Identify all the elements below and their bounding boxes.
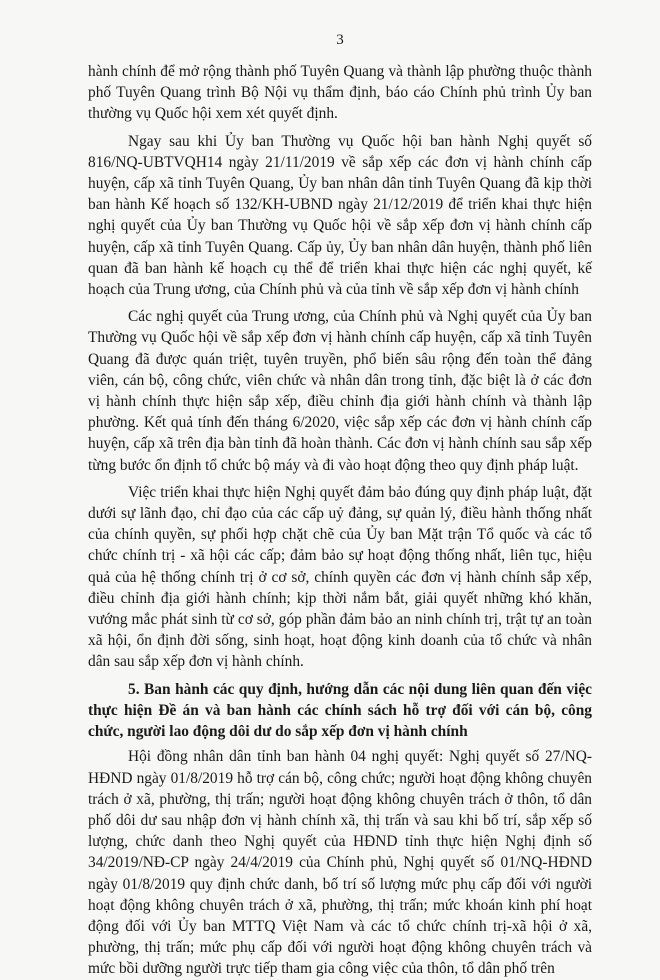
paragraph-dissemination: Các nghị quyết của Trung ương, của Chính phủ và Nghị quyết của Ủy ban Thường vụ Quốc hội về sắp xếp đơn vị hành chính cấp huyện, cấp xã tỉnh Tuyên Quang đã được quán triệt, tuyên truyền, phổ biến sâu rộng đến toàn thể đảng viên, cán bộ, công chức, viên chức và nhân dân trong tỉnh, đặc biệt là ở các đơn vị hành chính thực hiện sắp xếp, điều chỉnh địa giới hành chính và thành lập phường. Kết quả tính đến tháng 6/2020, việc sắp xếp các đơn vị hành chính cấp huyện, cấp xã trên địa bàn tỉnh đã hoàn thành. Các đơn vị hành chính sau sắp xếp từng bước ổn định tổ chức bộ máy và đi vào hoạt động theo quy định pháp luật. [88,308,592,474]
paragraph-implementation: Việc triển khai thực hiện Nghị quyết đảm bảo đúng quy định pháp luật, đặt dưới sự lãnh đạo, chỉ đạo của các cấp uỷ đảng, sự quản lý, điều hành thống nhất của chính quyền, sự phối hợp chặt chẽ của Ủy ban Mặt trận Tổ quốc và các tổ chức chính trị - xã hội các cấp; đảm bảo sự hoạt động thống nhất, liên tục, hiệu quả của hệ thống chính trị ở cơ sở, chính quyền các đơn vị hành chính sắp xếp, điều chỉnh địa giới hành chính; kịp thời nắm bắt, giải quyết những khó khăn, vướng mắc phát sinh từ cơ sở, góp phần đảm bảo an ninh chính trị, trật tự an toàn xã hội, ổn định đời sống, sinh hoạt, hoạt động kinh doanh của tổ chức và nhân dân sau sắp xếp đơn vị hành chính. [88,483,592,671]
section-heading-5: 5. Ban hành các quy định, hướng dẫn các nội dung liên quan đến việc thực hiện Đề án và ban hành các chính sách hỗ trợ đối với cán bộ, công chức, người lao động dôi dư do sắp xếp đơn vị hành chính [88,680,592,741]
paragraph-council-resolutions: Hội đồng nhân dân tỉnh ban hành 04 nghị quyết: Nghị quyết số 27/NQ-HĐND ngày 01/8/2019 hỗ trợ cán bộ, công chức; người hoạt động không chuyên trách ở xã, phường, thị trấn; người hoạt động không chuyên trách ở thôn, tổ dân phố dôi dư sau nhập đơn vị hành chính xã, thị trấn và sau khi bố trí, sắp xếp số lượng, chức danh theo Nghị quyết của HĐND tỉnh thực hiện Nghị định số 34/2019/NĐ-CP ngày 24/4/2019 của Chính phủ, Nghị quyết số 01/NQ-HĐND ngày 01/8/2019 quy định chức danh, bố trí số lượng mức phụ cấp đối với người hoạt động không chuyên trách ở xã, phường, thị trấn; mức khoán kinh phí hoạt động đối với Ủy ban MTTQ Việt Nam và các tổ chức chính trị-xã hội ở xã, phường, thị trấn; mức phụ cấp đối với người hoạt động không chuyên trách và mức bồi dưỡng người trực tiếp tham gia công việc của thôn, tổ dân phố trên [88,748,592,978]
paragraph-continuation: hành chính để mở rộng thành phố Tuyên Quang và thành lập phường thuộc thành phố Tuyên Quang trình Bộ Nội vụ thẩm định, báo cáo Chính phủ trình Ủy ban thường vụ Quốc hội xem xét quyết định. [88,63,592,123]
paragraph-resolution-816: Ngay sau khi Ủy ban Thường vụ Quốc hội ban hành Nghị quyết số 816/NQ-UBTVQH14 ngày 21/11/2019 về sắp xếp các đơn vị hành chính cấp huyện, cấp xã tỉnh Tuyên Quang, Ủy ban nhân dân tỉnh Tuyên Quang đã kịp thời ban hành Kế hoạch số 132/KH-UBND ngày 21/12/2019 để triển khai thực hiện nghị quyết của Ủy ban Thường vụ Quốc hội về sắp xếp đơn vị hành chính cấp huyện, cấp xã tỉnh Tuyên Quang. Cấp ủy, Ủy ban nhân dân huyện, thành phố liên quan đã ban hành kế hoạch cụ thể để triển khai thực hiện các nghị quyết, kế hoạch của Trung ương, của Chính phủ và của tỉnh về sắp xếp đơn vị hành chính [88,132,592,299]
page-number: 3 [336,32,344,48]
